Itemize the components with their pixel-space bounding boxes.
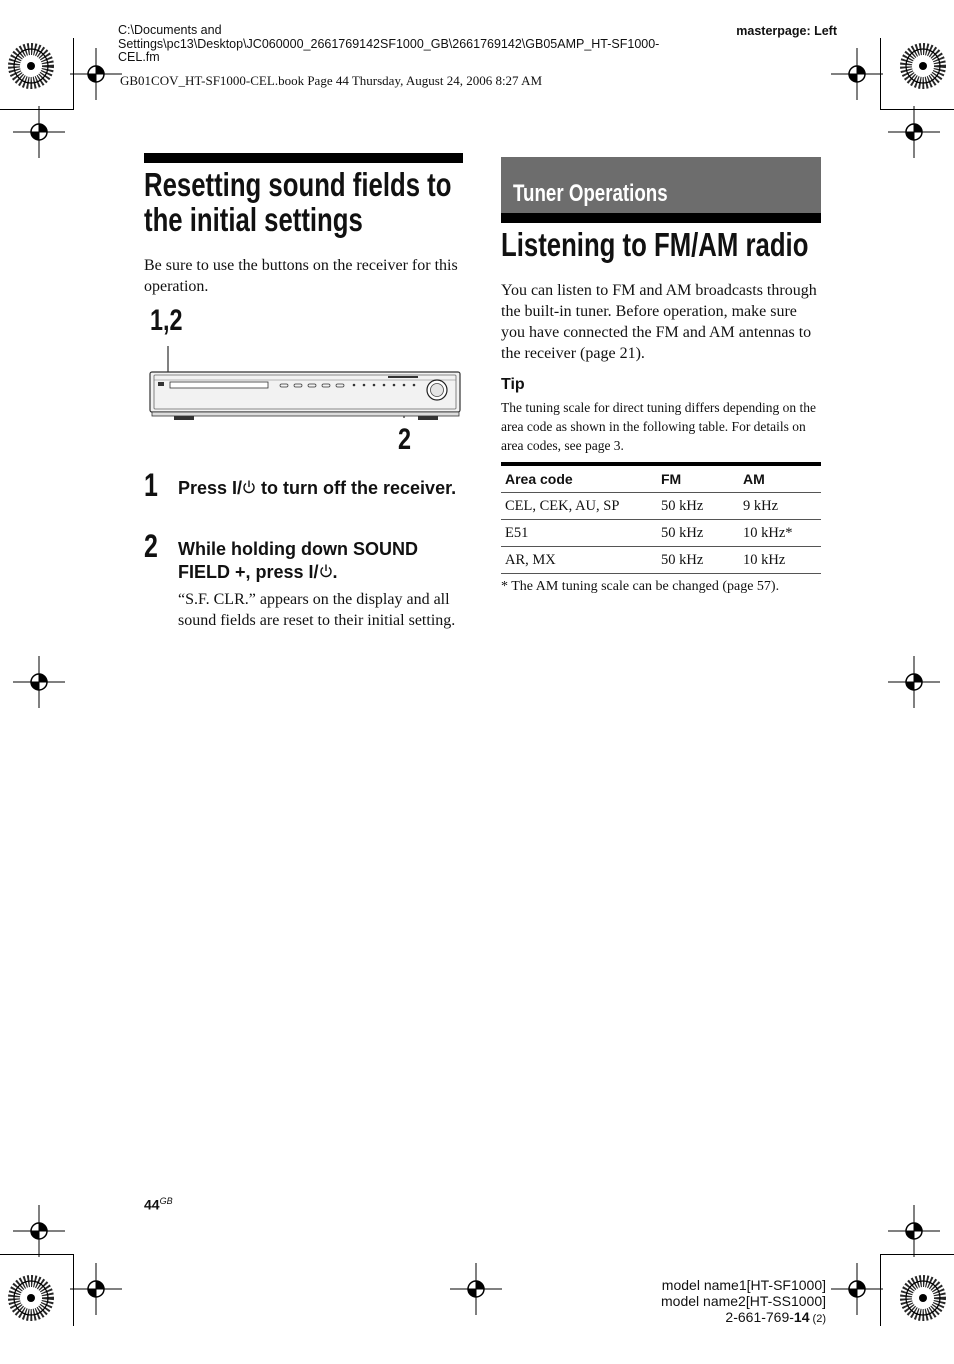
color-target [14,1281,48,1315]
table-cell: AR, MX [501,547,657,574]
page-number-value: 44 [144,1196,160,1213]
header-path-line: Settings\pc13\Desktop\JC060000_2661769142SF1000_GB\2661769142\GB05AMP_HT-SF1000- [118,36,660,51]
title-line: Resetting sound fields to [144,166,452,203]
code-suffix: (2) [809,1313,826,1325]
header-path-line: CEL.fm [118,50,160,64]
step-number: 1 [144,467,158,503]
registration-mark [13,656,65,708]
model-name-1: model name1[HT-SF1000] [661,1277,826,1293]
step-text: . [332,562,338,582]
registration-mark [13,1205,65,1257]
table-cell: 9 kHz [739,493,821,520]
step-text: to turn off the receiver. [256,478,457,498]
table-cell: E51 [501,520,657,547]
code-prefix: 2-661-769- [725,1309,794,1325]
tip-text: The tuning scale for direct tuning differs depending on the area code as shown in the following table. For details on area codes, see page 3. [501,400,817,453]
table-cell: 10 kHz* [739,520,821,547]
registration-mark [13,106,65,158]
page-number-suffix: GB [159,1196,173,1206]
table-cell: 10 kHz [739,547,821,574]
color-target [906,1281,940,1315]
table-footnote: * The AM tuning scale can be changed (page 57). [501,579,780,594]
page-title-right: Listening to FM/AM radio [501,226,809,263]
registration-mark [888,1205,940,1257]
figure-callout-2: 2 [398,423,412,456]
registration-mark [888,106,940,158]
tip-heading: Tip [501,376,525,393]
registration-mark [450,1263,502,1315]
model-name-2: model name2[HT-SS1000] [661,1293,826,1309]
figure-callout-1-2: 1,2 [150,304,183,337]
header-masterpage: masterpage: Left [736,24,837,38]
code-bold: 14 [793,1309,810,1325]
table-cell: CEL, CEK, AU, SP [501,493,657,520]
table-cell: 50 kHz [657,547,739,574]
registration-mark [888,656,940,708]
table-header: FM [657,464,739,493]
table-header: AM [739,464,821,493]
color-target [14,49,48,83]
section-label: Tuner Operations [513,180,668,207]
registration-mark [831,1263,883,1315]
registration-mark [70,1263,122,1315]
registration-mark [70,48,122,100]
table-cell: 50 kHz [657,520,739,547]
header-path-line: C:\Documents and [118,23,222,37]
registration-mark [831,48,883,100]
intro-text: Be sure to use the buttons on the receiver for this operation. [144,257,458,295]
step-description: “S.F. CLR.” appears on the display and all sound fields are reset to their initial setting. [178,591,456,629]
step-text: While holding down SOUND FIELD +, press I/ [178,539,418,582]
table-cell: 50 kHz [657,493,739,520]
step-number: 2 [144,528,158,564]
step-text: Press I/ [178,478,243,498]
title-line: the initial settings [144,201,363,238]
intro-text: You can listen to FM and AM broadcasts through the built-in tuner. Before operation, make sure you have connected the FM and AM antennas to the receiver (page 21). [501,282,817,362]
table-header: Area code [501,464,657,493]
color-target [906,49,940,83]
header-book-line: GB01COV_HT-SF1000-CEL.book Page 44 Thursday, August 24, 2006 8:27 AM [120,73,543,88]
